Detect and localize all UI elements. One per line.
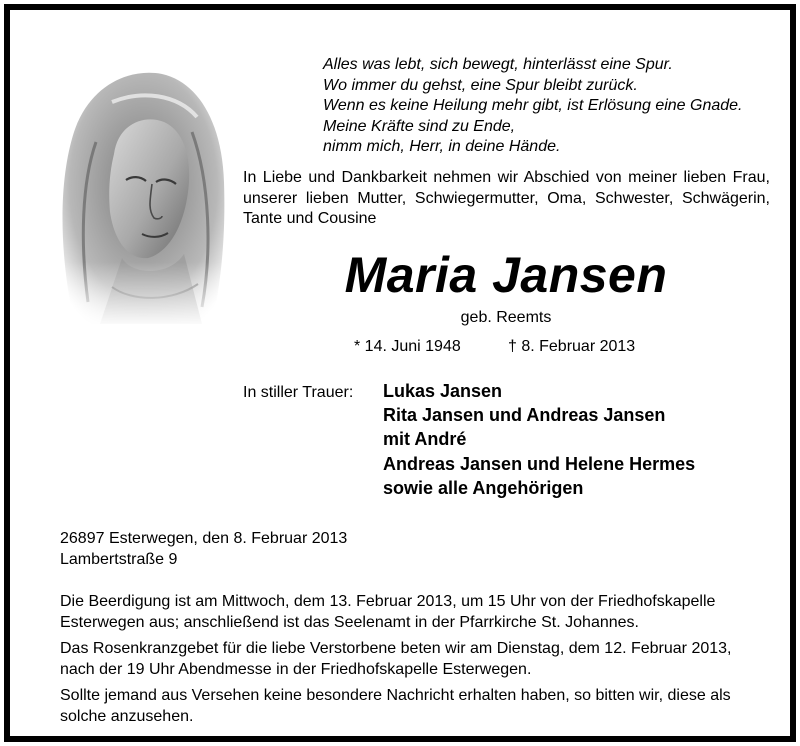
place-and-address [60, 529, 347, 570]
notification-notice: Sollte jemand aus Versehen keine besondere Nachricht erhalten haben, so bitten wir, diese als solche anzusehen. [60, 687, 731, 725]
death-date: † 8. Februar 2013 [508, 338, 636, 355]
mourners-list [383, 379, 695, 500]
street-address: Lambertstraße 9 [60, 550, 178, 568]
deceased-name: Maria Jansen [344, 247, 668, 303]
birth-date: * 14. Juni 1948 [354, 338, 461, 355]
rosary-notice: Das Rosenkranzgebet für die liebe Verstorbene beten wir am Dienstag, dem 12. Februar 2013, nach der 19 Uhr Abendmesse in der Friedhofskapelle Esterwegen. [60, 640, 732, 678]
funeral-notices [60, 592, 766, 733]
place-date: 26897 Esterwegen, den 8. Februar 2013 [60, 530, 348, 547]
poem-line: Wenn es keine Heilung mehr gibt, ist Erlösung eine Gnade. [323, 97, 743, 114]
poem-line: Alles was lebt, sich bewegt, hinterlässt eine Spur. [323, 56, 673, 73]
mourner-name: Andreas Jansen und Helene Hermes [383, 453, 696, 474]
mourner-name: Lukas Jansen [383, 381, 503, 401]
mourner-name: Rita Jansen und Andreas Jansen [383, 405, 666, 426]
mourning-label: In stiller Trauer: [243, 384, 354, 401]
madonna-portrait-icon [52, 62, 230, 328]
poem-line: Meine Kräfte sind zu Ende, [323, 117, 516, 135]
mourner-name: mit André [383, 429, 467, 450]
obituary-frame [4, 4, 796, 742]
poem [323, 55, 783, 158]
intro-text: In Liebe und Dankbarkeit nehmen wir Abschied von meiner lieben Frau, unserer lieben Mutter, Schwiegermutter, Oma, Schwester, Schwägerin, Tante und Cousine [243, 169, 770, 227]
funeral-notice: Die Beerdigung ist am Mittwoch, dem 13. Februar 2013, um 15 Uhr von der Friedhofskapelle Esterwegen aus; anschließend ist das Seelenamt in der Pfarrkirche St. Johannes. [60, 593, 716, 631]
mourner-name: sowie alle Angehörigen [383, 477, 584, 498]
poem-line: nimm mich, Herr, in deine Hände. [323, 138, 561, 155]
maiden-name: geb. Reemts [460, 309, 552, 326]
poem-line: Wo immer du gehst, eine Spur bleibt zurück. [323, 76, 638, 94]
